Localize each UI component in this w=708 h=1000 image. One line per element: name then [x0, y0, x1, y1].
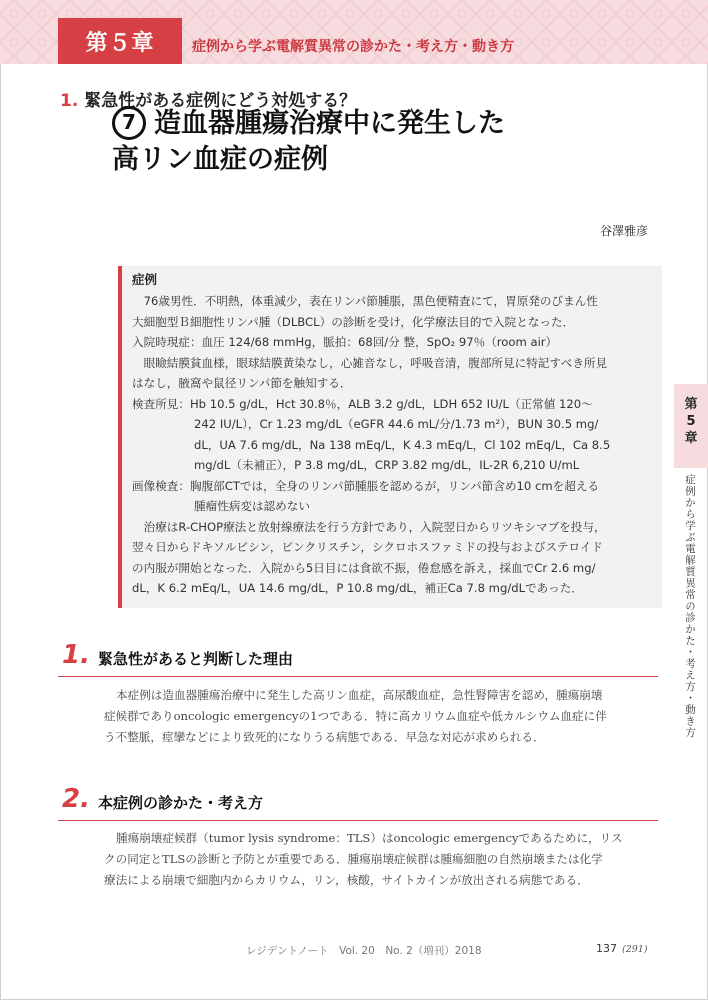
side-tab-label-line: 5 — [686, 414, 696, 429]
footer-journal: レジデントノート Vol. 20 No. 2（増刊）2018 — [246, 945, 482, 957]
page-title — [112, 106, 505, 178]
section-heading-text: 本症例の診かた・考え方 — [98, 794, 264, 812]
case-line: 治療はR-CHOP療法と放射線療法を行う方針であり，入院翌日からリツキシマブを投与， — [132, 519, 606, 534]
page-number: 137 — [596, 942, 617, 955]
body-line: 療法による崩壊で細胞内からカリウム，リン，核酸，サイトカインが放出される病態である． — [104, 873, 589, 887]
page-title-line1 — [112, 106, 505, 142]
case-line: 76歳男性．不明熱，体重減少，表在リンパ節腫脹，黒色便精査にて，胃原発のびまん性 — [132, 294, 598, 308]
side-tab-label-line: 章 — [684, 431, 698, 446]
case-line: 242 IU/L），Cr 1.23 mg/dL（eGFR 44.6 mL/分/1.73 m²），BUN 30.5 mg/ — [194, 417, 599, 431]
case-heading: 症例 — [132, 272, 158, 287]
case-line: mg/dL（未補正），P 3.8 mg/dL，CRP 3.82 mg/dL，IL-2R 6,210 U/mL — [194, 458, 580, 472]
body-line: クの同定とTLSの診断と予防とが重要である．腫瘍崩壊症候群は腫瘍細胞の自然崩壊または化学 — [104, 852, 603, 866]
side-tab-text: 症例から学ぶ電解質異常の診かた・考え方・動き方 — [684, 474, 696, 739]
case-line: 検査所見：Hb 10.5 g/dL，Hct 30.8％，ALB 3.2 g/dL，LDH 652 IU/L（正常値 120～ — [132, 396, 593, 411]
body-line: う不整脈，痙攣などにより致死的になりうる病態である．早急な対応が求められる． — [104, 730, 545, 744]
section-heading-text: 緊急性があると判断した理由 — [98, 650, 294, 668]
case-line: dL，UA 7.6 mg/dL，Na 138 mEq/L，K 4.3 mEq/L，Cl 102 mEq/L，Ca 8.5 — [194, 437, 611, 452]
page-number-paren: (291) — [622, 944, 648, 955]
side-tab-label — [674, 396, 708, 447]
page-title-line1-text: 造血器腫瘍治療中に発生した — [154, 108, 505, 139]
case-line: 腫瘤性病変は認めない — [194, 499, 310, 513]
author-name: 谷澤雅彦 — [599, 224, 648, 238]
page-title-line2: 高リン血症の症例 — [112, 144, 328, 175]
case-line: 画像検査：胸腹部CTでは，全身のリンパ節腫脹を認めるが，リンパ節含め10 cmを超える — [132, 478, 600, 493]
case-line: の内服が開始となった．入院から5日目には食欲不振，倦怠感を訴え，採血でCr 2.6 mg/ — [132, 560, 596, 575]
section-heading-number: 1. — [62, 640, 90, 670]
section-heading-number: 2. — [62, 784, 90, 814]
section-number: 1. — [60, 91, 79, 111]
case-line: dL，K 6.2 mEq/L，UA 14.6 mg/dL，P 10.8 mg/dL，補正Ca 7.8 mg/dLであった． — [132, 581, 583, 595]
case-box — [118, 266, 662, 608]
case-line: 翌々日からドキソルビシン，ビンクリスチン，シクロホスファミドの投与およびステロイド — [132, 540, 603, 554]
chapter-subtitle: 症例から学ぶ電解質異常の診かた・考え方・動き方 — [192, 39, 514, 55]
item-number-circle: 7 — [112, 106, 146, 140]
body-line: 腫瘍崩壊症候群（tumor lysis syndrome：TLS）はoncologic emergencyであるために，リス — [116, 831, 623, 845]
section-title-text: 緊急性がある症例にどう対処する？ — [84, 91, 357, 111]
case-line: はなし，腋窩や鼠径リンパ節を触知する． — [132, 376, 352, 390]
chapter-label: 第５章 — [85, 31, 155, 56]
case-line: 眼瞼結膜貧血様，眼球結膜黄染なし，心雑音なし，呼吸音清，腹部所見に特記すべき所見 — [132, 355, 608, 370]
case-line: 大細胞型Ｂ細胞性リンパ腫（DLBCL）の診断を受け，化学療法目的で入院となった． — [132, 314, 575, 329]
body-line: 症候群でありoncologic emergencyの1つである．特に高カリウム血症や低カルシウム血症に伴 — [104, 709, 607, 723]
side-tab-label-line: 第 — [684, 397, 698, 412]
body-line: 本症例は造血器腫瘍治療中に発生した高リン血症，高尿酸血症，急性腎障害を認め，腫瘍崩壊 — [116, 688, 603, 702]
case-line: 入院時現症：血圧 124/68 mmHg，脈拍：68回/分 整，SpO₂ 97％（room air） — [132, 335, 558, 349]
section-heading-1 — [58, 640, 658, 677]
section-heading-2 — [58, 784, 658, 821]
